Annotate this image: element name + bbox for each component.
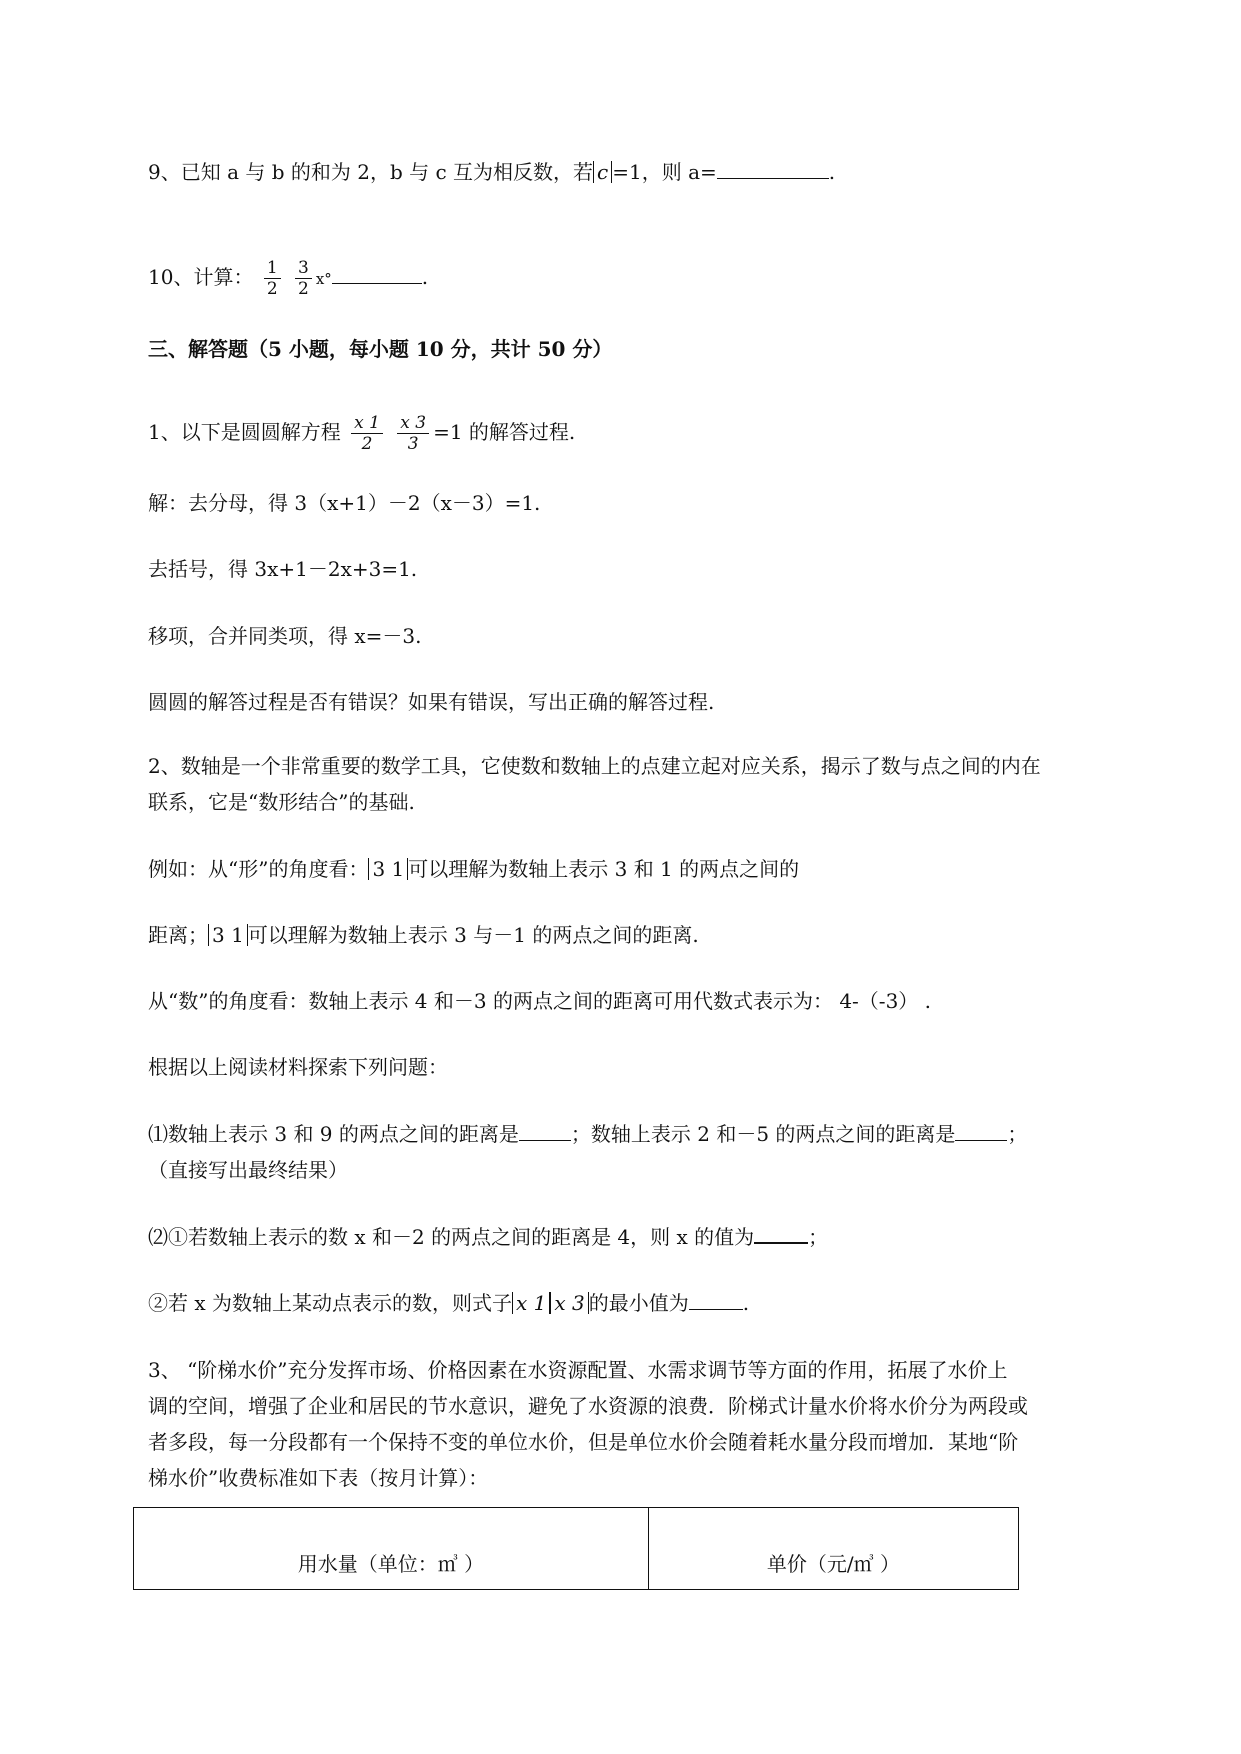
fraction-1: $\frac{1}{2}$	[264, 258, 281, 299]
problem-2-q1-note: （直接写出最终结果）	[148, 1158, 348, 1182]
abs-c: c	[593, 161, 612, 183]
problem-1-step-2: 去括号，得 3x+1－2x+3=1.	[148, 557, 418, 581]
problem-1-question: 圆圆的解答过程是否有错误？如果有错误，写出正确的解答过程.	[148, 690, 715, 714]
fraction-2: $\frac{3}{2}$	[295, 258, 312, 299]
problem-1-step-3: 移项，合并同类项，得 x=－3.	[148, 624, 422, 648]
problem-2-instruction: 根据以上阅读材料探索下列问题：	[148, 1055, 448, 1079]
problem-2-intro-line-2: 联系，它是“数形结合”的基础.	[148, 790, 415, 814]
abs-x-minus-3: x 3	[550, 1292, 588, 1314]
problem-3-line-3: 者多段，每一分段都有一个保持不变的单位水价，但是单位水价会随着耗水量分段而增加．某地“阶	[148, 1430, 1019, 1454]
abs-x-plus-1: x 1	[512, 1292, 550, 1314]
answer-blank-q10[interactable]	[332, 265, 422, 284]
abs-3-minus-1: 3 1	[368, 858, 408, 880]
abs-3-plus-1: 3 1	[208, 924, 248, 946]
fraction-x-plus-1: $\frac{x 1}{2}$	[351, 413, 383, 454]
problem-2-number-view: 从“数”的角度看：数轴上表示 4 和－3 的两点之间的距离可用代数式表示为： 4-（-3） .	[148, 989, 932, 1013]
answer-blank-q9[interactable]	[717, 160, 829, 179]
answer-blank-q2a[interactable]	[754, 1224, 808, 1244]
header-unit-price: 单价（元/㎥ ）	[648, 1508, 1018, 1590]
problem-3-line-1: 3、 “阶梯水价”充分发挥市场、价格因素在水资源配置、水需求调节等方面的作用，拓展了水价上	[148, 1358, 1008, 1382]
header-water-usage: 用水量（单位：㎥ ）	[134, 1508, 649, 1590]
problem-3-line-2: 调的空间，增强了企业和居民的节水意识，避免了水资源的浪费．阶梯式计量水价将水价分为两段或	[148, 1394, 1028, 1418]
q9-prefix: 9、已知 a 与 b 的和为 2，b 与 c 互为相反数，若	[148, 160, 594, 184]
problem-3-line-4: 梯水价”收费标准如下表（按月计算）：	[148, 1466, 489, 1490]
q10-prefix: 10、计算：	[148, 265, 254, 289]
answer-blank-q1b[interactable]	[955, 1122, 1007, 1141]
problem-2-example-line-2: 距离； 3 1 可以理解为数轴上表示 3 与－1 的两点之间的距离.	[148, 923, 699, 947]
section-heading: 三、解答题（5 小题，每小题 10 分，共计 50 分）	[148, 337, 613, 361]
problem-2-q2a: ⑵①若数轴上表示的数 x 和－2 的两点之间的距离是 4，则 x 的值为 ；	[148, 1225, 829, 1249]
q9-suffix: =1，则 a=	[612, 160, 717, 184]
question-9: 9、已知 a 与 b 的和为 2，b 与 c 互为相反数，若 c =1，则 a= .	[148, 160, 836, 184]
fraction-x-minus-3: $\frac{x 3}{3}$	[397, 413, 429, 454]
table-header-row	[134, 1508, 1019, 1590]
q10-symbol: ⅹ°	[315, 270, 332, 288]
problem-1-intro: 1、以下是圆圆解方程 $\frac{x 1}{2}$ $\frac{x 3}{3}$ =1 的解答过程.	[148, 413, 576, 454]
problem-2-q1: ⑴数轴上表示 3 和 9 的两点之间的距离是 ；数轴上表示 2 和－5 的两点之间的距离是 ；	[148, 1122, 1028, 1146]
water-price-table	[133, 1507, 1019, 1590]
question-10: 10、计算： $\frac{1}{2}$ $\frac{3}{2}$ ⅹ° .	[148, 258, 429, 299]
problem-2-q2b: ②若 x 为数轴上某动点表示的数，则式子 x 1 x 3 的最小值为 .	[148, 1291, 750, 1315]
problem-2-intro-line-1: 2、数轴是一个非常重要的数学工具，它使数和数轴上的点建立起对应关系，揭示了数与点之间的内在	[148, 754, 1041, 778]
problem-1-step-1: 解：去分母，得 3（x+1）－2（x－3）=1.	[148, 491, 541, 515]
answer-blank-q2b[interactable]	[689, 1291, 743, 1310]
problem-2-example-line-1: 例如：从“形”的角度看： 3 1 可以理解为数轴上表示 3 和 1 的两点之间的	[148, 857, 800, 881]
answer-blank-q1a[interactable]	[519, 1122, 571, 1141]
